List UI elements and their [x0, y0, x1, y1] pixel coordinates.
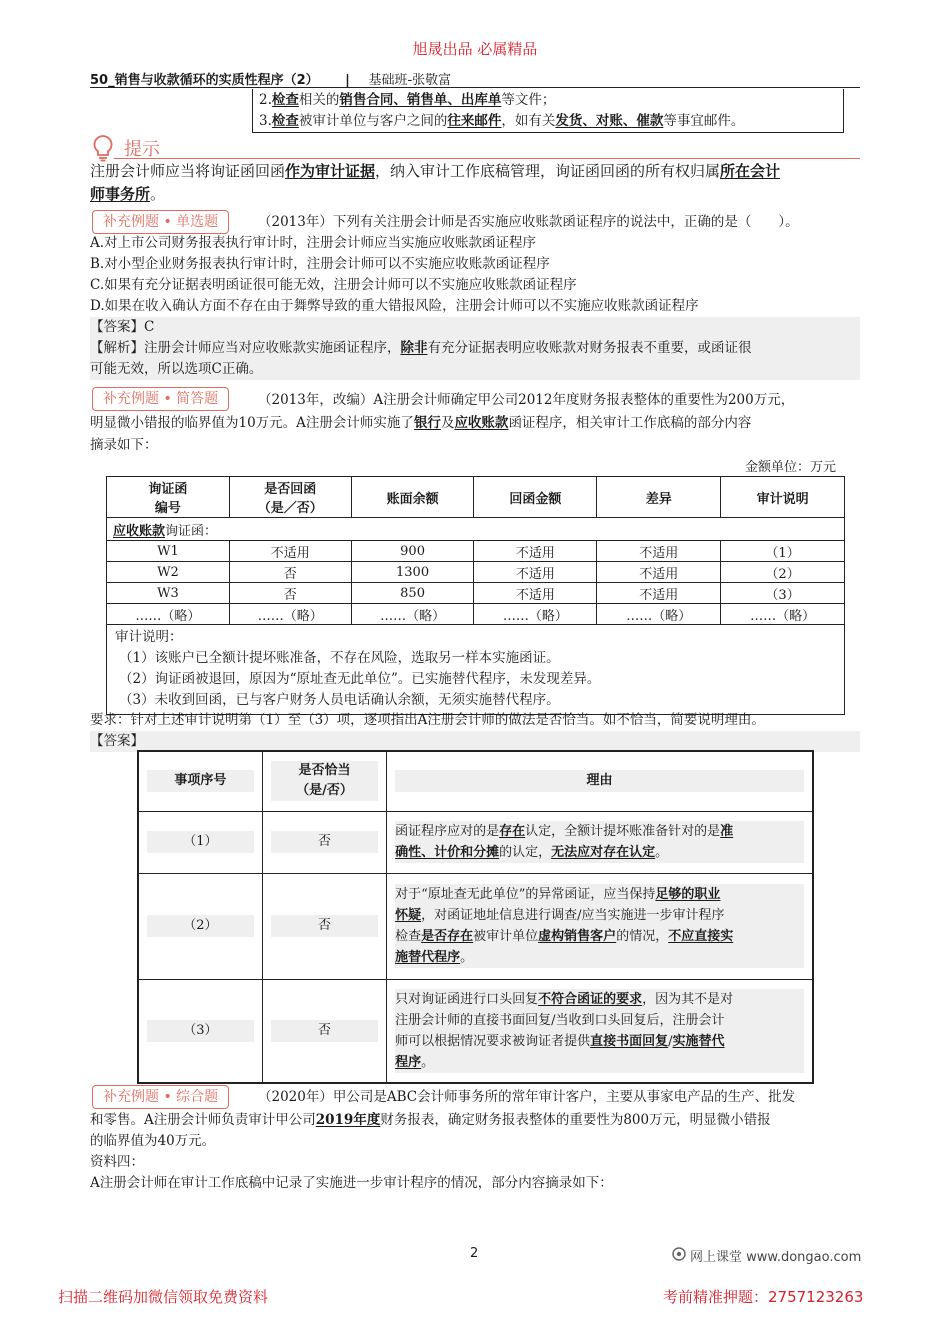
- procedure-line-2: 2.检查相关的销售合同、销售单、出库单等文件；: [259, 92, 556, 108]
- ex2-requirement: 要求：针对上述审计说明第（1）至（3）项，逐项指出A注册会计师的做法是否恰当。如不恰当，简要说明理由。: [90, 712, 765, 728]
- site-name: 网上课堂 www.dongao.com: [690, 1250, 862, 1265]
- procedure-box: [252, 89, 844, 133]
- answer-reason: [387, 873, 813, 979]
- reason-line: 确性、计价和分摊的认定，无法应对存在认定。: [395, 845, 669, 860]
- answer-row: [138, 873, 813, 979]
- ex1-option-a: A.对上市公司财务报表执行审计时，注册会计师应当实施应收账款函证程序: [90, 235, 537, 251]
- answer-item-no: （3）: [138, 979, 262, 1083]
- answer-col-reason: 理由: [387, 751, 813, 811]
- table-row: W2 否 1300 不适用 不适用 （2）: [107, 562, 845, 583]
- ex1-analysis-line-1: 【解析】注册会计师应当对应收账款实施函证程序，除非有充分证据表明应收账款对财务报表不重要，或函证很: [90, 338, 860, 359]
- ex3-material-label: 资料四：: [90, 1154, 144, 1170]
- amount-unit: 金额单位：万元: [744, 460, 836, 475]
- answer-ok: 否: [262, 979, 386, 1083]
- col-header-letter-no: 询证函 编号: [107, 477, 230, 518]
- ex1-analysis-line-2: 可能无效，所以选项C正确。: [90, 359, 860, 380]
- answer-ok: 否: [262, 811, 386, 873]
- audit-notes-title: 审计说明：: [115, 629, 183, 645]
- col-header-audit-note: 审计说明: [721, 477, 845, 518]
- reason-line: 程序。: [395, 1054, 435, 1070]
- ex3-question-line-3: 的临界值为40万元。: [90, 1133, 216, 1149]
- audit-note-1: （1）该账户已全额计提坏账准备，不存在风险，选取另一样本实施函证。: [119, 650, 560, 666]
- page-number: 2: [470, 1246, 479, 1261]
- answer-row: [138, 811, 813, 873]
- doc-header: [90, 69, 451, 88]
- ex1-answer: 【答案】C: [90, 317, 860, 338]
- reason-line: 师可以根据情况要求被询证者提供直接书面回复/实施替代: [395, 1033, 725, 1049]
- ex2-question-line-3: 摘录如下：: [90, 437, 158, 453]
- promo-left: 扫描二维码加微信领取免费资料: [58, 1288, 269, 1306]
- procedure-line-3: 3.检查被审计单位与客户之间的往来邮件，如有关发货、对账、催款等事宜邮件。: [259, 113, 745, 129]
- col-header-book-balance: 账面余额: [351, 477, 474, 518]
- audit-note-3: （3）未收到回函，已与客户财务人员电话确认余额，无须实施替代程序。: [119, 692, 560, 708]
- answer-reason: [387, 979, 813, 1083]
- table-row: W1 不适用 900 不适用 不适用 （1）: [107, 541, 845, 562]
- table-row: ……（略） ……（略） ……（略） ……（略） ……（略） ……（略）: [107, 604, 845, 625]
- reason-line: 施替代程序。: [395, 950, 474, 965]
- answer-table: [137, 750, 814, 1084]
- promo-right: 考前精准押题：2757123263: [663, 1288, 864, 1306]
- ex1-option-c: C.如果有充分证据表明函证很可能无效，注册会计师可以不实施应收账款函证程序: [90, 277, 577, 293]
- reason-line: 注册会计师的直接书面回复/当收到口头回复后，注册会计: [395, 1012, 725, 1028]
- reason-line: 怀疑，对函证地址信息进行调查/应当实施进一步审计程序: [395, 908, 725, 923]
- course-name: 基础班-张敬富: [368, 73, 452, 88]
- ex1-option-d: D.如果在收入确认方面不存在由于舞弊导致的重大错报风险，注册会计师可以不实施应收账款函证程序: [90, 298, 699, 314]
- ex2-question-line-2: 明显微小错报的临界值为10万元。A注册会计师实施了银行及应收账款函证程序，相关审计工作底稿的部分内容: [90, 415, 752, 431]
- brand-banner: 旭晟出品 必属精品: [412, 40, 538, 58]
- ex3-question-line-2: 和零售。A注册会计师负责审计甲公司2019年度财务报表，确定财务报表整体的重要性为800万元，明显微小错报: [90, 1112, 771, 1128]
- example-tag-comprehensive: 补充例题 • 综合题: [92, 1085, 229, 1109]
- audit-note-2: （2）询证函被退回，原因为“原址查无此单位”。已实施替代程序，未发现差异。: [119, 671, 601, 687]
- tip-line-2: 师事务所。: [90, 185, 166, 203]
- ex2-answer-label: 【答案】: [90, 731, 860, 752]
- doc-title: 50_销售与收款循环的实质性程序（2）: [90, 73, 319, 88]
- example-tag-short-answer: 补充例题 • 简答题: [92, 387, 229, 411]
- tip-line-1: 注册会计师应当将询证函回函作为审计证据，纳入审计工作底稿管理，询证函回函的所有权归属所在会计: [90, 162, 781, 180]
- answer-reason: [387, 811, 813, 873]
- table-row: W3 否 850 不适用 不适用 （3）: [107, 583, 845, 604]
- ex2-question-line-1: （2013年，改编）A注册会计师确定甲公司2012年度财务报表整体的重要性为200万元，: [258, 392, 795, 408]
- dongao-logo-icon: [672, 1247, 686, 1265]
- answer-header-row: [138, 751, 813, 811]
- answer-col-item: 事项序号: [138, 751, 262, 811]
- col-header-replied: 是否回函 （是／否）: [229, 477, 351, 518]
- answer-item-no: （2）: [138, 873, 262, 979]
- reason-line: 函证程序应对的是存在认定，全额计提坏账准备针对的是准: [395, 824, 734, 839]
- header-separator: |: [345, 73, 350, 88]
- answer-ok: 否: [262, 873, 386, 979]
- answer-row: [138, 979, 813, 1083]
- answer-col-appropriate: 是否恰当 （是/否）: [262, 751, 386, 811]
- ex1-option-b: B.对小型企业财务报表执行审计时，注册会计师可以不实施应收账款函证程序: [90, 256, 550, 272]
- audit-notes-row: [107, 625, 845, 715]
- reason-line: 对于“原址查无此单位”的异常函证，应当保持足够的职业: [395, 887, 721, 902]
- col-header-difference: 差异: [597, 477, 721, 518]
- confirmation-table: [106, 476, 845, 715]
- reason-line: 检查是否存在被审计单位虚构销售客户的情况，不应直接实: [395, 929, 734, 944]
- table-header-row: [107, 477, 845, 518]
- example-tag-single-choice: 补充例题 • 单选题: [92, 210, 229, 234]
- ex3-question-line-1: （2020年）甲公司是ABC会计师事务所的常年审计客户，主要从事家电产品的生产、批发: [258, 1089, 796, 1105]
- ex1-question: （2013年）下列有关注册会计师是否实施应收账款函证程序的说法中，正确的是（ ）。: [258, 214, 799, 230]
- audit-notes: [107, 625, 845, 715]
- ex3-material-intro: A注册会计师在审计工作底稿中记录了实施进一步审计程序的情况，部分内容摘录如下：: [90, 1175, 613, 1191]
- section-label: 应收账款询证函：: [107, 518, 845, 541]
- reason-line: 只对询证函进行口头回复不符合函证的要求，因为其不是对: [395, 991, 734, 1007]
- header-rule: [90, 87, 860, 88]
- col-header-reply-amount: 回函金额: [474, 477, 597, 518]
- section-row: [107, 518, 845, 541]
- tip-title: 提示: [124, 139, 160, 160]
- answer-item-no: （1）: [138, 811, 262, 873]
